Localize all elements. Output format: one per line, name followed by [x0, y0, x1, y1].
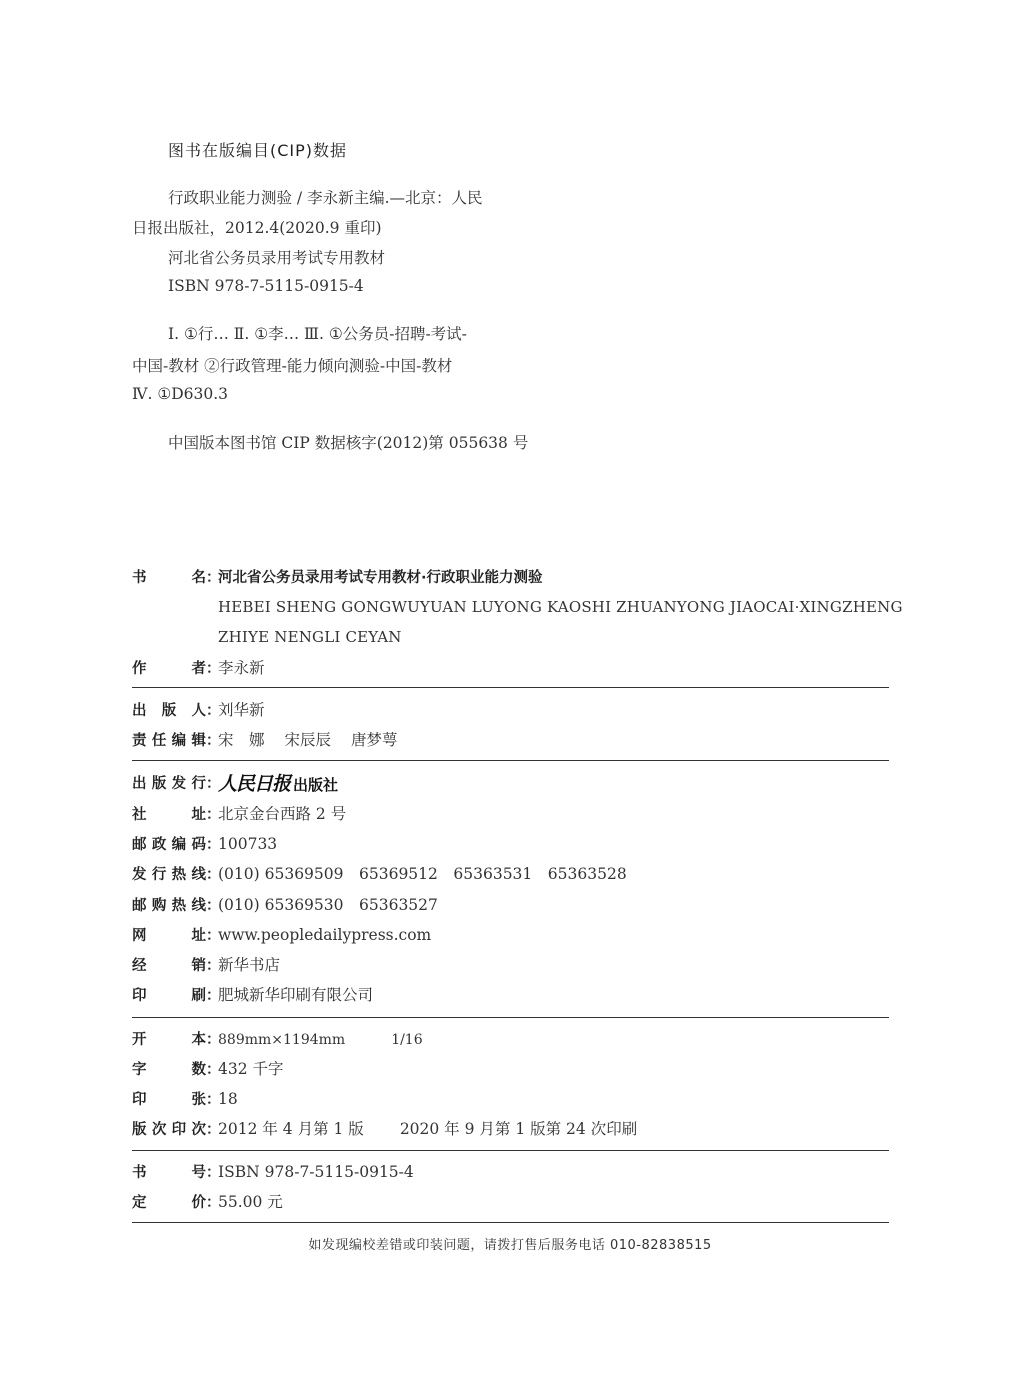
book-name-pinyin-1: HEBEI SHENG GONGWUYUAN LUYONG KAOSHI ZHUANYONG JIAOCAI·XINGZHENG	[218, 598, 903, 616]
publisher-person-row: 出 版 人：刘华新	[132, 695, 265, 725]
sales-hotline-label: 发行热线	[132, 867, 206, 883]
author-row: 作 者：李永新	[132, 653, 265, 683]
website: www.peopledailypress.com	[218, 926, 432, 944]
book-name-label: 书 名	[132, 570, 206, 586]
cip-line-3: 河北省公务员录用考试专用教材	[168, 249, 386, 267]
divider	[132, 687, 889, 688]
price-label: 定 价	[132, 1195, 206, 1211]
dealer: 新华书店	[218, 956, 281, 974]
words-label: 字 数	[132, 1062, 206, 1078]
postcode: 100733	[218, 835, 278, 853]
dealer-label: 经 销	[132, 958, 206, 974]
mail-order-label: 邮购热线	[132, 898, 206, 914]
author: 李永新	[218, 659, 265, 677]
postcode-row: 邮政编码：100733	[132, 829, 277, 859]
cip-title: 图书在版编目(CIP)数据	[168, 141, 348, 160]
editor-2: 宋辰辰	[284, 731, 332, 749]
editor-1: 宋 娜	[218, 731, 265, 749]
book-name-row: 书 名：河北省公务员录用考试专用教材·行政职业能力测验	[132, 562, 543, 592]
book-name-pinyin-2: ZHIYE NENGLI CEYAN	[218, 628, 402, 646]
edition-row: 版次印次：2012 年 4 月第 1 版 2020 年 9 月第 1 版第 24 次印刷	[132, 1114, 637, 1144]
format: 889mm×1194mm	[218, 1032, 346, 1048]
format-fold: 1/16	[391, 1032, 423, 1048]
after-sales-notice: 如发现编校差错或印装问题，请拨打售后服务电话 010-82838515	[308, 1238, 712, 1253]
cip-line-8: 中国版本图书馆 CIP 数据核字(2012)第 055638 号	[168, 434, 529, 452]
mail-order-row: 邮购热线：(010) 65369530 65363527	[132, 890, 438, 920]
address-row: 社 址：北京金台西路 2 号	[132, 799, 346, 829]
cip-line-2: 日报出版社，2012.4(2020.9 重印)	[132, 219, 382, 237]
divider	[132, 760, 889, 761]
divider	[132, 1017, 889, 1018]
editor-label: 责任编辑	[132, 733, 206, 749]
format-row: 开 本：889mm×1194mm 1/16	[132, 1024, 423, 1054]
price: 55.00 元	[218, 1193, 283, 1211]
cip-line-7: Ⅳ. ①D630.3	[132, 385, 229, 403]
isbn-row: 书 号：ISBN 978-7-5115-0915-4	[132, 1157, 414, 1187]
divider	[132, 1150, 889, 1151]
sheets-row: 印 张：18	[132, 1084, 238, 1114]
printer-row: 印 刷：肥城新华印刷有限公司	[132, 980, 373, 1010]
publisher-logo-suffix: 出版社	[293, 775, 339, 794]
address: 北京金台西路 2 号	[218, 805, 347, 823]
sheets-label: 印 张	[132, 1092, 206, 1108]
sales-hotline: (010) 65369509 65369512 65363531 65363528	[218, 865, 627, 883]
sales-hotline-row: 发行热线：(010) 65369509 65369512 65363531 65363528	[132, 859, 627, 889]
format-label: 开 本	[132, 1032, 206, 1048]
edition-label: 版次印次	[132, 1122, 206, 1138]
editor-3: 唐梦萼	[351, 731, 398, 749]
cip-line-5: Ⅰ. ①行… Ⅱ. ①李… Ⅲ. ①公务员-招聘-考试-	[168, 325, 467, 343]
editor-row: 责任编辑：宋 娜 宋辰辰 唐梦萼	[132, 725, 398, 755]
cip-line-4: ISBN 978-7-5115-0915-4	[168, 277, 364, 295]
distributor-label: 出版发行	[132, 776, 206, 792]
isbn: ISBN 978-7-5115-0915-4	[218, 1163, 414, 1181]
author-label: 作 者	[132, 661, 206, 677]
sheets: 18	[218, 1090, 238, 1108]
publisher-person: 刘华新	[218, 701, 265, 719]
edition: 2012 年 4 月第 1 版	[218, 1120, 364, 1138]
address-label: 社 址	[132, 807, 206, 823]
dealer-row: 经 销：新华书店	[132, 950, 280, 980]
isbn-label: 书 号	[132, 1165, 206, 1181]
book-name: 河北省公务员录用考试专用教材·行政职业能力测验	[218, 570, 543, 586]
printer-label: 印 刷	[132, 988, 206, 1004]
publisher-logo-text: 人民日报	[218, 772, 291, 795]
printer: 肥城新华印刷有限公司	[218, 986, 374, 1004]
publisher-person-label: 出 版 人	[132, 703, 206, 719]
website-row: 网 址：www.peopledailypress.com	[132, 920, 431, 950]
words: 432 千字	[218, 1060, 284, 1078]
divider	[132, 1222, 889, 1223]
price-row: 定 价：55.00 元	[132, 1187, 283, 1217]
publisher-logo	[218, 769, 338, 800]
cip-line-1: 行政职业能力测验 / 李永新主编.—北京：人民	[168, 189, 483, 207]
printing: 2020 年 9 月第 1 版第 24 次印刷	[399, 1120, 638, 1138]
cip-line-6: 中国-教材 ②行政管理-能力倾向测验-中国-教材	[132, 357, 453, 375]
mail-order-hotline: (010) 65369530 65363527	[218, 896, 438, 914]
distributor-row: 出版发行：人民日报 出版社	[132, 768, 338, 798]
website-label: 网 址	[132, 928, 206, 944]
words-row: 字 数：432 千字	[132, 1054, 284, 1084]
postcode-label: 邮政编码	[132, 837, 206, 853]
